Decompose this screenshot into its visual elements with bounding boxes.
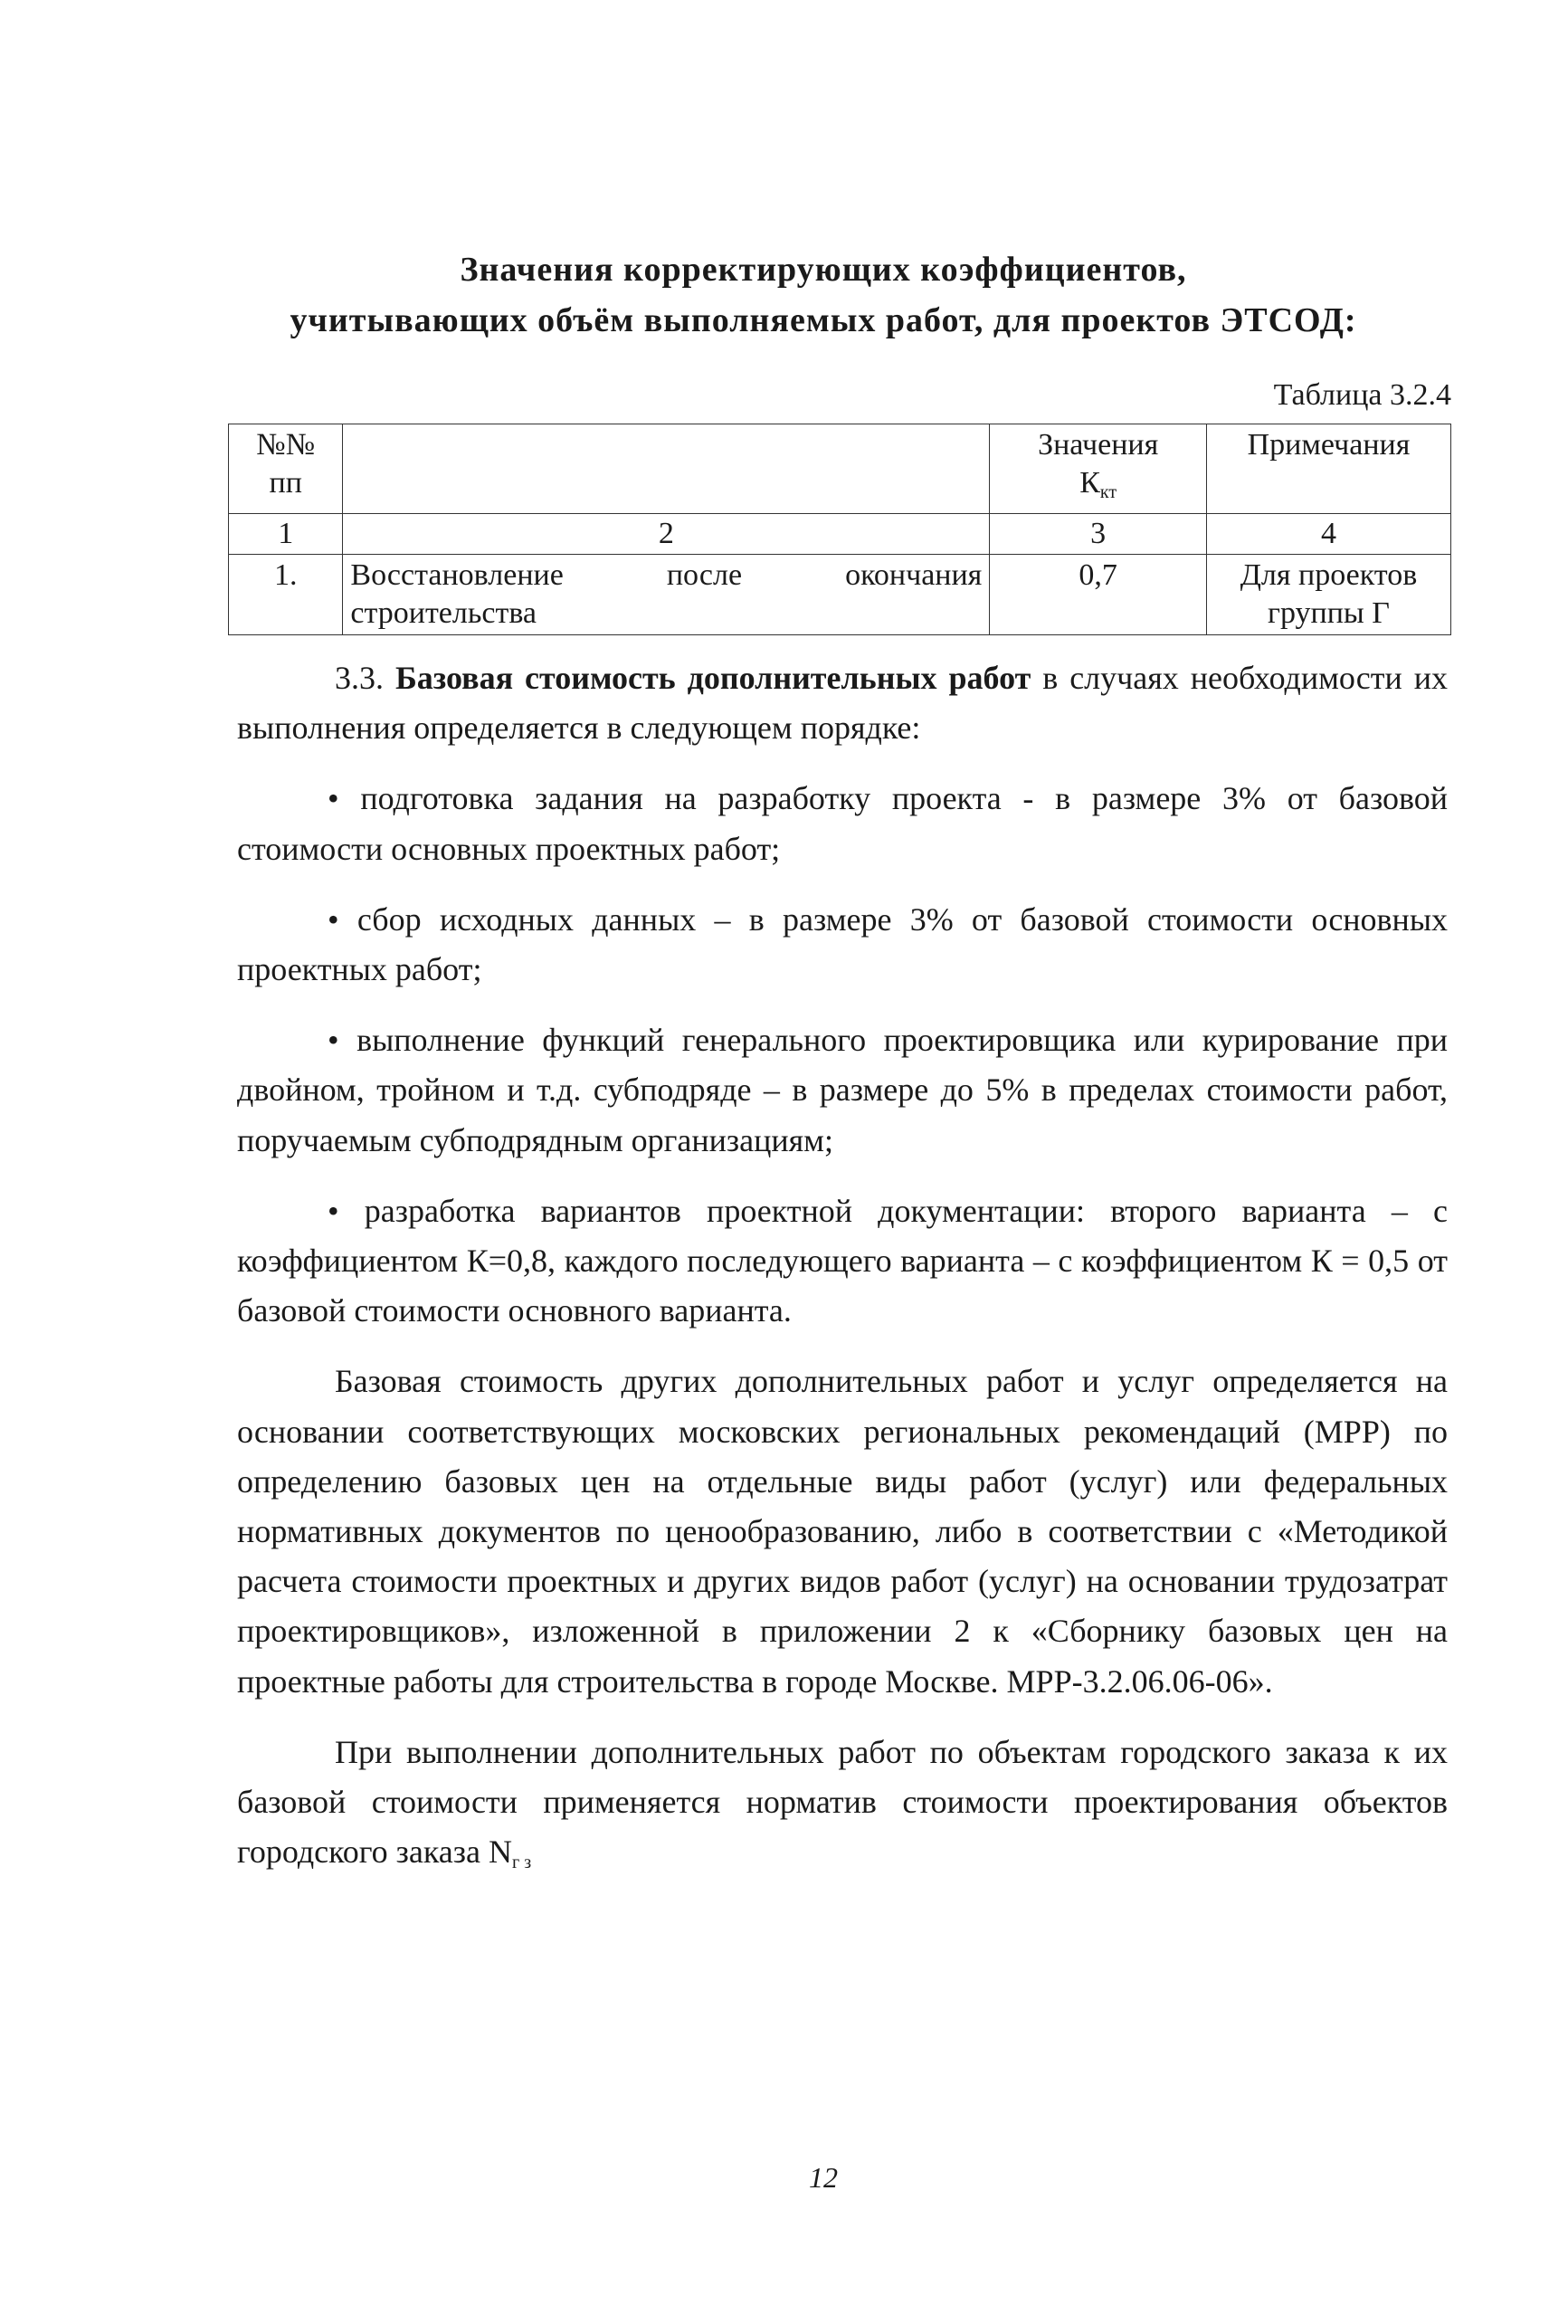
header-number: №№ пп [229, 424, 343, 514]
column-number: 1 [229, 514, 343, 555]
column-number: 3 [990, 514, 1207, 555]
row-description: Восстановление после окончания строительства [343, 555, 990, 635]
bullet-text: разработка вариантов проектной документации: второго варианта – с коэффициентом К=0,8, каждого последующего варианта – с коэффициентом К = 0,5 от базовой стоимости основного варианта. [237, 1192, 1449, 1329]
row-number: 1. [229, 555, 343, 635]
header-values [990, 424, 1207, 514]
coefficients-table [228, 424, 1451, 635]
bullet-item [237, 1015, 1448, 1166]
header-coefficient-subscript: кт [1099, 482, 1117, 502]
bullet-text: выполнение функций генерального проектировщика или курирование при двойном, тройном и т.д. субподряде – в размере до 5% в пределах стоимости работ, поручаемым субподрядным организациям; [237, 1022, 1448, 1158]
header-description [343, 424, 990, 514]
column-number: 2 [343, 514, 990, 555]
section-intro-text: в случаях необходимости их выполнения определяется в следующем порядке: [237, 660, 1448, 747]
title-line-2: учитывающих объём выполняемых работ, для проектов ЭТСОД: [290, 301, 1357, 339]
header-notes: Примечания [1206, 424, 1450, 514]
body-text [237, 653, 1448, 1909]
norm-subscript: г з [511, 1853, 532, 1873]
header-values-label: Значения [1038, 428, 1159, 462]
column-number: 4 [1206, 514, 1450, 555]
bullet-text: подготовка задания на разработку проекта - в размере 3% от базовой стоимости основных проектных работ; [237, 780, 1448, 867]
table-row [229, 555, 1451, 635]
row-value: 0,7 [990, 555, 1207, 635]
header-coefficient-symbol: К [1079, 466, 1100, 500]
document-title [235, 244, 1411, 346]
row-note: Для проектов группы Г [1206, 555, 1450, 635]
table-header-row [229, 424, 1451, 514]
page-number: 12 [809, 2161, 838, 2194]
table-column-numbers-row [229, 514, 1451, 555]
other-services-paragraph: Базовая стоимость других дополнительных работ и услуг определяется на основании соответствующих московских региональных рекомендаций (МРР) по определению базовых цен на отдельные виды работ (услуг) или федеральных нормативных документов по ценообразованию, либо в соответствии с «Методикой расчета стоимости проектных и других видов работ (услуг) на основании трудозатрат проектировщиков», изложенной в приложении 2 к «Сборнику базовых цен на проектные работы для строительства в городе Москве. МРР-3.2.06.06-06». [237, 1363, 1448, 1700]
bullet-icon: • [328, 1192, 339, 1229]
bullet-item [237, 1186, 1448, 1337]
title-line-1: Значения корректирующих коэффициентов, [460, 251, 1187, 289]
section-3-3-paragraph [237, 653, 1448, 753]
section-heading-bold: Базовая стоимость дополнительных работ [394, 660, 1031, 696]
city-order-paragraph [237, 1728, 1448, 1889]
bullet-item [237, 895, 1448, 995]
city-order-text: При выполнении дополнительных работ по объектам городского заказа к их базовой стоимости применяется норматив стоимости проектирования объектов городского заказа N [237, 1733, 1448, 1871]
bullet-icon: • [328, 900, 339, 938]
bullet-icon: • [328, 1022, 339, 1059]
bullet-text: сбор исходных данных – в размере 3% от базовой стоимости основных проектных работ; [237, 900, 1449, 988]
bullet-item [237, 774, 1448, 873]
section-number: 3.3. [335, 660, 384, 696]
table-caption: Таблица 3.2.4 [1273, 378, 1451, 412]
bullet-icon: • [328, 780, 339, 817]
